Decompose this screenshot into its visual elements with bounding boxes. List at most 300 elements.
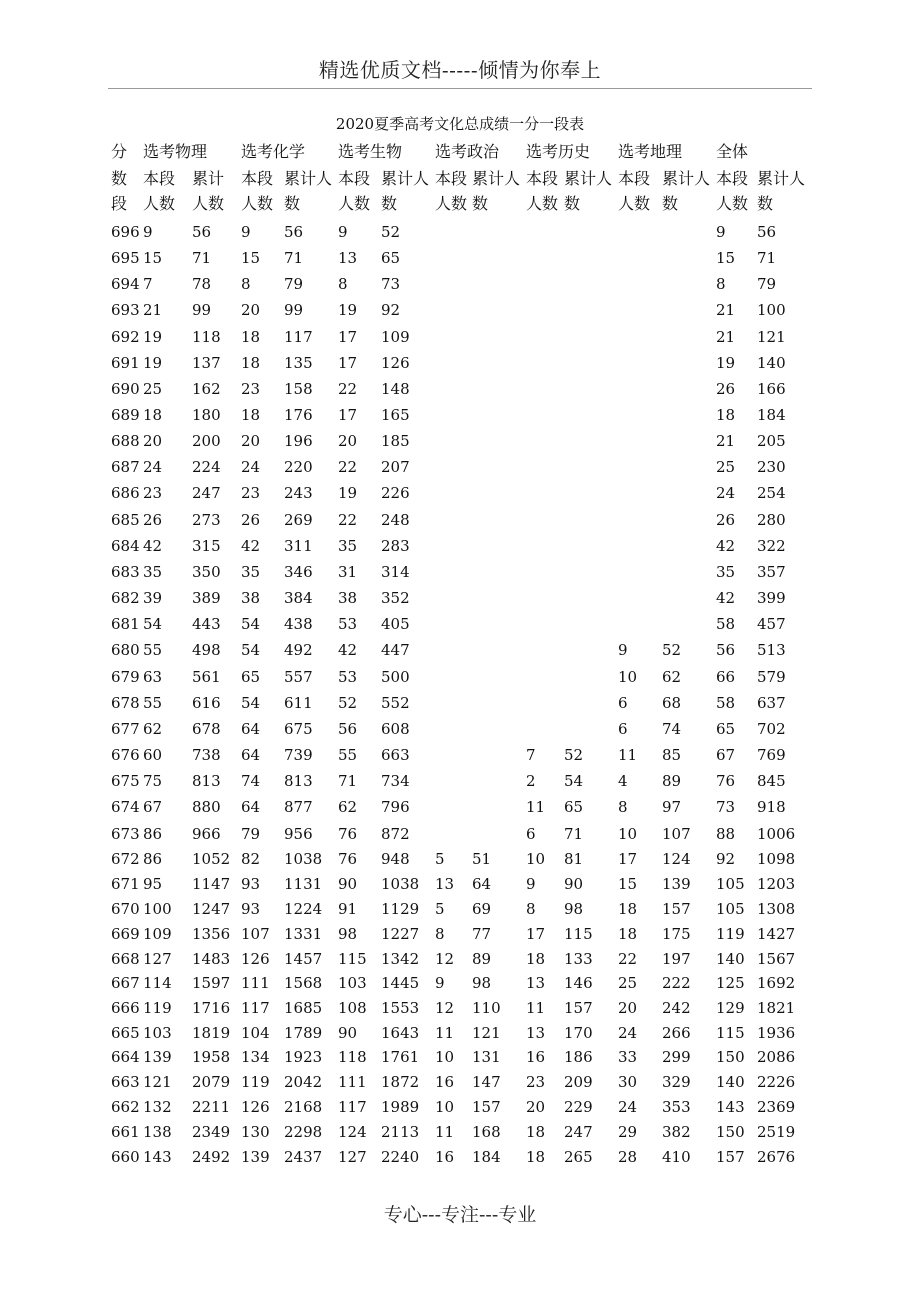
table-cell: 103 — [143, 1024, 172, 1042]
table-cell: 6 — [618, 694, 628, 712]
table-cell: 82 — [241, 850, 261, 868]
table-cell: 2349 — [192, 1123, 231, 1141]
table-cell: 447 — [381, 641, 410, 659]
table-cell: 877 — [284, 798, 313, 816]
table-cell: 1789 — [284, 1024, 323, 1042]
table-cell: 8 — [526, 900, 536, 918]
score-cell: 663 — [111, 1073, 140, 1091]
table-cell: 678 — [192, 720, 221, 738]
score-cell: 679 — [111, 668, 140, 686]
table-cell: 126 — [381, 354, 410, 372]
table-cell: 51 — [472, 850, 492, 868]
table-cell: 118 — [338, 1048, 367, 1066]
table-cell: 10 — [618, 668, 638, 686]
table-cell: 796 — [381, 798, 410, 816]
table-cell: 18 — [526, 950, 546, 968]
table-cell: 2676 — [757, 1148, 796, 1166]
table-cell: 2369 — [757, 1098, 796, 1116]
table-cell: 1147 — [192, 875, 231, 893]
score-cell: 673 — [111, 825, 140, 843]
table-cell: 25 — [143, 380, 163, 398]
table-cell: 74 — [662, 720, 682, 738]
table-cell: 8 — [716, 275, 726, 293]
table-cell: 121 — [472, 1024, 501, 1042]
table-cell: 21 — [143, 301, 163, 319]
table-cell: 17 — [338, 406, 358, 424]
header-sub: 累计人 — [662, 169, 711, 188]
header-group: 选考化学 — [241, 142, 306, 161]
table-cell: 56 — [284, 223, 304, 241]
table-cell: 20 — [338, 432, 358, 450]
table-cell: 7 — [526, 746, 536, 764]
table-cell: 23 — [241, 380, 261, 398]
table-cell: 18 — [618, 900, 638, 918]
table-cell: 71 — [284, 249, 304, 267]
score-cell: 683 — [111, 563, 140, 581]
table-cell: 1989 — [381, 1098, 420, 1116]
table-cell: 85 — [662, 746, 682, 764]
score-cell: 670 — [111, 900, 140, 918]
table-cell: 79 — [241, 825, 261, 843]
table-cell: 99 — [284, 301, 304, 319]
score-cell: 694 — [111, 275, 140, 293]
table-cell: 22 — [618, 950, 638, 968]
table-cell: 315 — [192, 537, 221, 555]
header-sub: 数 — [472, 194, 489, 213]
table-cell: 143 — [716, 1098, 745, 1116]
table-cell: 98 — [338, 925, 358, 943]
table-cell: 35 — [716, 563, 736, 581]
table-cell: 1224 — [284, 900, 323, 918]
table-cell: 353 — [662, 1098, 691, 1116]
table-cell: 845 — [757, 772, 786, 790]
table-cell: 77 — [472, 925, 492, 943]
table-cell: 100 — [143, 900, 172, 918]
table-cell: 24 — [241, 458, 261, 476]
table-cell: 56 — [757, 223, 777, 241]
table-cell: 329 — [662, 1073, 691, 1091]
table-cell: 67 — [143, 798, 163, 816]
header-sub: 数 — [757, 194, 774, 213]
table-cell: 24 — [143, 458, 163, 476]
table-cell: 104 — [241, 1024, 270, 1042]
score-cell: 688 — [111, 432, 140, 450]
table-cell: 91 — [338, 900, 358, 918]
table-cell: 1761 — [381, 1048, 420, 1066]
table-cell: 280 — [757, 511, 786, 529]
table-cell: 150 — [716, 1123, 745, 1141]
table-cell: 247 — [192, 484, 221, 502]
table-cell: 17 — [618, 850, 638, 868]
table-cell: 26 — [143, 511, 163, 529]
table-cell: 138 — [143, 1123, 172, 1141]
table-cell: 283 — [381, 537, 410, 555]
table-cell: 579 — [757, 668, 786, 686]
table-cell: 269 — [284, 511, 313, 529]
table-cell: 126 — [241, 1098, 270, 1116]
table-cell: 90 — [338, 1024, 358, 1042]
table-cell: 54 — [241, 641, 261, 659]
table-cell: 103 — [338, 974, 367, 992]
table-cell: 872 — [381, 825, 410, 843]
table-cell: 1006 — [757, 825, 796, 843]
table-cell: 86 — [143, 825, 163, 843]
table-cell: 147 — [472, 1073, 501, 1091]
table-cell: 166 — [757, 380, 786, 398]
table-cell: 12 — [435, 950, 455, 968]
score-cell: 689 — [111, 406, 140, 424]
table-cell: 1445 — [381, 974, 420, 992]
score-cell: 667 — [111, 974, 140, 992]
header-sub: 数 — [284, 194, 301, 213]
table-cell: 357 — [757, 563, 786, 581]
score-cell: 693 — [111, 301, 140, 319]
table-cell: 2437 — [284, 1148, 323, 1166]
table-cell: 382 — [662, 1123, 691, 1141]
table-cell: 139 — [241, 1148, 270, 1166]
table-cell: 1716 — [192, 999, 231, 1017]
header-score: 分 — [111, 142, 128, 161]
header-sub: 人数 — [618, 194, 651, 213]
table-cell: 9 — [716, 223, 726, 241]
table-cell: 184 — [757, 406, 786, 424]
table-cell: 19 — [338, 301, 358, 319]
table-cell: 230 — [757, 458, 786, 476]
table-cell: 18 — [526, 1148, 546, 1166]
score-cell: 672 — [111, 850, 140, 868]
table-cell: 132 — [143, 1098, 172, 1116]
table-cell: 92 — [381, 301, 401, 319]
table-cell: 242 — [662, 999, 691, 1017]
table-cell: 813 — [192, 772, 221, 790]
table-cell: 18 — [143, 406, 163, 424]
table-cell: 175 — [662, 925, 691, 943]
table-cell: 197 — [662, 950, 691, 968]
table-cell: 11 — [526, 798, 546, 816]
table-cell: 16 — [526, 1048, 546, 1066]
table-cell: 1129 — [381, 900, 420, 918]
table-cell: 948 — [381, 850, 410, 868]
table-cell: 109 — [381, 328, 410, 346]
table-cell: 157 — [662, 900, 691, 918]
header-group: 选考历史 — [526, 142, 591, 161]
table-cell: 311 — [284, 537, 313, 555]
score-cell: 684 — [111, 537, 140, 555]
table-cell: 65 — [381, 249, 401, 267]
table-cell: 500 — [381, 668, 410, 686]
table-cell: 2240 — [381, 1148, 420, 1166]
table-cell: 18 — [241, 406, 261, 424]
header-sub: 人数 — [526, 194, 559, 213]
table-cell: 9 — [143, 223, 153, 241]
table-cell: 114 — [143, 974, 172, 992]
table-cell: 273 — [192, 511, 221, 529]
table-cell: 1936 — [757, 1024, 796, 1042]
table-cell: 6 — [526, 825, 536, 843]
table-cell: 1483 — [192, 950, 231, 968]
header-sub: 累计人 — [564, 169, 613, 188]
table-cell: 220 — [284, 458, 313, 476]
table-cell: 299 — [662, 1048, 691, 1066]
header-sub: 段 — [111, 194, 128, 213]
table-cell: 956 — [284, 825, 313, 843]
table-cell: 146 — [564, 974, 593, 992]
table-cell: 100 — [757, 301, 786, 319]
table-cell: 158 — [284, 380, 313, 398]
table-cell: 1098 — [757, 850, 796, 868]
table-cell: 10 — [618, 825, 638, 843]
table-cell: 13 — [526, 1024, 546, 1042]
score-cell: 677 — [111, 720, 140, 738]
score-cell: 696 — [111, 223, 140, 241]
header-sub: 数 — [564, 194, 581, 213]
table-cell: 229 — [564, 1098, 593, 1116]
table-cell: 54 — [143, 615, 163, 633]
table-cell: 738 — [192, 746, 221, 764]
table-cell: 1331 — [284, 925, 323, 943]
table-cell: 19 — [338, 484, 358, 502]
table-cell: 20 — [143, 432, 163, 450]
table-cell: 16 — [435, 1148, 455, 1166]
table-cell: 62 — [143, 720, 163, 738]
table-cell: 131 — [472, 1048, 501, 1066]
table-cell: 19 — [143, 354, 163, 372]
table-cell: 24 — [716, 484, 736, 502]
header-sub: 本段 — [618, 169, 651, 188]
table-cell: 2042 — [284, 1073, 323, 1091]
table-cell: 129 — [716, 999, 745, 1017]
table-cell: 248 — [381, 511, 410, 529]
table-cell: 15 — [716, 249, 736, 267]
table-cell: 2211 — [192, 1098, 231, 1116]
table-cell: 13 — [526, 974, 546, 992]
table-cell: 196 — [284, 432, 313, 450]
table-cell: 608 — [381, 720, 410, 738]
table-cell: 813 — [284, 772, 313, 790]
header-sub: 累计人 — [472, 169, 521, 188]
table-cell: 438 — [284, 615, 313, 633]
table-cell: 20 — [618, 999, 638, 1017]
table-cell: 30 — [618, 1073, 638, 1091]
table-cell: 22 — [338, 380, 358, 398]
table-cell: 90 — [564, 875, 584, 893]
table-cell: 52 — [381, 223, 401, 241]
table-cell: 35 — [338, 537, 358, 555]
table-cell: 20 — [241, 301, 261, 319]
table-cell: 119 — [143, 999, 172, 1017]
score-cell: 662 — [111, 1098, 140, 1116]
table-cell: 139 — [662, 875, 691, 893]
table-cell: 157 — [472, 1098, 501, 1116]
table-cell: 110 — [472, 999, 501, 1017]
table-cell: 21 — [716, 432, 736, 450]
table-cell: 22 — [338, 458, 358, 476]
table-cell: 68 — [662, 694, 682, 712]
table-cell: 18 — [526, 1123, 546, 1141]
table-cell: 71 — [564, 825, 584, 843]
table-cell: 105 — [716, 875, 745, 893]
table-cell: 1427 — [757, 925, 796, 943]
table-cell: 73 — [716, 798, 736, 816]
table-cell: 254 — [757, 484, 786, 502]
table-cell: 18 — [716, 406, 736, 424]
table-cell: 8 — [338, 275, 348, 293]
table-cell: 2113 — [381, 1123, 420, 1141]
table-cell: 20 — [241, 432, 261, 450]
table-cell: 119 — [716, 925, 745, 943]
table-cell: 1203 — [757, 875, 796, 893]
table-cell: 74 — [241, 772, 261, 790]
table-cell: 266 — [662, 1024, 691, 1042]
table-cell: 23 — [143, 484, 163, 502]
table-cell: 42 — [716, 589, 736, 607]
table-cell: 117 — [241, 999, 270, 1017]
table-cell: 62 — [338, 798, 358, 816]
table-cell: 8 — [241, 275, 251, 293]
table-cell: 26 — [241, 511, 261, 529]
header-group: 选考地理 — [618, 142, 683, 161]
score-cell: 660 — [111, 1148, 140, 1166]
table-cell: 134 — [241, 1048, 270, 1066]
table-cell: 108 — [338, 999, 367, 1017]
table-cell: 53 — [338, 668, 358, 686]
table-cell: 702 — [757, 720, 786, 738]
table-cell: 1819 — [192, 1024, 231, 1042]
table-cell: 52 — [662, 641, 682, 659]
table-cell: 10 — [526, 850, 546, 868]
table-cell: 127 — [338, 1148, 367, 1166]
table-cell: 53 — [338, 615, 358, 633]
header-sub: 人数 — [716, 194, 749, 213]
table-cell: 64 — [241, 746, 261, 764]
table-cell: 1958 — [192, 1048, 231, 1066]
table-cell: 58 — [716, 694, 736, 712]
table-cell: 111 — [338, 1073, 367, 1091]
table-cell: 18 — [241, 354, 261, 372]
table-cell: 140 — [716, 950, 745, 968]
score-cell: 687 — [111, 458, 140, 476]
table-cell: 79 — [757, 275, 777, 293]
table-cell: 19 — [143, 328, 163, 346]
table-cell: 492 — [284, 641, 313, 659]
header-sub: 数 — [381, 194, 398, 213]
table-cell: 8 — [618, 798, 628, 816]
table-cell: 513 — [757, 641, 786, 659]
table-cell: 2079 — [192, 1073, 231, 1091]
table-cell: 265 — [564, 1148, 593, 1166]
table-cell: 2519 — [757, 1123, 796, 1141]
table-cell: 107 — [662, 825, 691, 843]
table-cell: 11 — [526, 999, 546, 1017]
table-cell: 185 — [381, 432, 410, 450]
table-cell: 2168 — [284, 1098, 323, 1116]
table-cell: 56 — [192, 223, 212, 241]
table-cell: 28 — [618, 1148, 638, 1166]
table-cell: 125 — [716, 974, 745, 992]
table-cell: 76 — [338, 825, 358, 843]
table-cell: 15 — [618, 875, 638, 893]
table-cell: 124 — [338, 1123, 367, 1141]
header-sub: 本段 — [143, 169, 176, 188]
table-cell: 97 — [662, 798, 682, 816]
table-cell: 9 — [338, 223, 348, 241]
table-cell: 71 — [192, 249, 212, 267]
table-cell: 1342 — [381, 950, 420, 968]
table-cell: 186 — [564, 1048, 593, 1066]
table-cell: 222 — [662, 974, 691, 992]
table-cell: 346 — [284, 563, 313, 581]
header-group: 选考政治 — [435, 142, 500, 161]
table-cell: 66 — [716, 668, 736, 686]
table-cell: 561 — [192, 668, 221, 686]
table-cell: 56 — [338, 720, 358, 738]
table-cell: 93 — [241, 900, 261, 918]
table-cell: 8 — [435, 925, 445, 943]
table-cell: 121 — [143, 1073, 172, 1091]
table-cell: 64 — [472, 875, 492, 893]
table-cell: 769 — [757, 746, 786, 764]
table-cell: 1685 — [284, 999, 323, 1017]
table-cell: 637 — [757, 694, 786, 712]
table-cell: 93 — [241, 875, 261, 893]
header-sub: 人数 — [143, 194, 176, 213]
table-cell: 405 — [381, 615, 410, 633]
table-cell: 247 — [564, 1123, 593, 1141]
header-group: 选考物理 — [143, 142, 208, 161]
table-cell: 1597 — [192, 974, 231, 992]
table-cell: 209 — [564, 1073, 593, 1091]
table-cell: 20 — [526, 1098, 546, 1116]
table-cell: 52 — [564, 746, 584, 764]
table-cell: 1457 — [284, 950, 323, 968]
table-cell: 17 — [338, 328, 358, 346]
table-cell: 1567 — [757, 950, 796, 968]
table-cell: 89 — [472, 950, 492, 968]
table-cell: 384 — [284, 589, 313, 607]
table-cell: 65 — [241, 668, 261, 686]
table-cell: 9 — [618, 641, 628, 659]
table-cell: 126 — [241, 950, 270, 968]
table-cell: 54 — [241, 694, 261, 712]
table-cell: 200 — [192, 432, 221, 450]
table-cell: 117 — [338, 1098, 367, 1116]
score-cell: 676 — [111, 746, 140, 764]
table-cell: 9 — [241, 223, 251, 241]
table-cell: 1553 — [381, 999, 420, 1017]
table-cell: 176 — [284, 406, 313, 424]
table-cell: 1821 — [757, 999, 796, 1017]
table-cell: 170 — [564, 1024, 593, 1042]
table-cell: 95 — [143, 875, 163, 893]
table-cell: 5 — [435, 850, 445, 868]
table-cell: 71 — [757, 249, 777, 267]
score-cell: 680 — [111, 641, 140, 659]
table-cell: 35 — [241, 563, 261, 581]
table-cell: 12 — [435, 999, 455, 1017]
table-cell: 4 — [618, 772, 628, 790]
table-cell: 24 — [618, 1098, 638, 1116]
header-sub: 人数 — [338, 194, 371, 213]
table-cell: 18 — [618, 925, 638, 943]
table-cell: 115 — [564, 925, 593, 943]
table-cell: 1356 — [192, 925, 231, 943]
table-cell: 29 — [618, 1123, 638, 1141]
table-cell: 52 — [338, 694, 358, 712]
table-cell: 23 — [526, 1073, 546, 1091]
table-cell: 162 — [192, 380, 221, 398]
table-cell: 165 — [381, 406, 410, 424]
table-cell: 157 — [564, 999, 593, 1017]
